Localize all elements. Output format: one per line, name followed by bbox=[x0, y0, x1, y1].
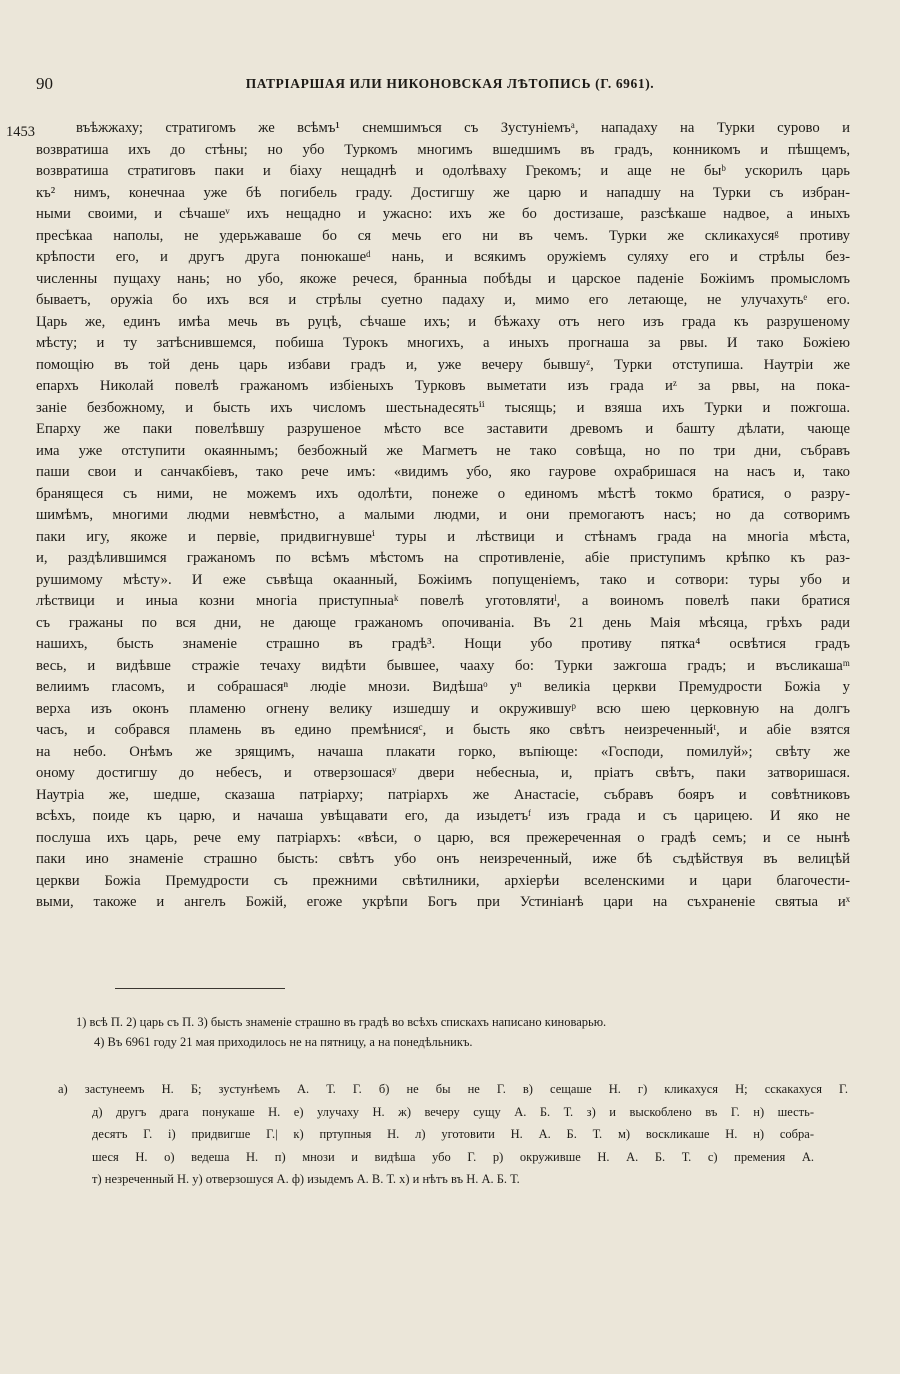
text-line: лѣствици и иныа козни многіа приступныаᵏ повелѣ уготовлятиˡ, а воиномъ повелѣ паки братися bbox=[36, 593, 850, 609]
text-line: въѣжжаху; стратигомъ же всѣмъ¹ снемшимъся съ Зустуніемъᵃ, нападаху на Турки сурово и bbox=[76, 120, 850, 136]
variant-line: шеся Н. о) ведеша Н. п) мнози и видѣша убо Г. р) окруживше Н. А. Б. Т. с) премения А. bbox=[92, 1149, 814, 1164]
page-number: 90 bbox=[36, 74, 53, 93]
text-line: весь, и видѣвше стражіе течаху видѣти бывшее, чааху бо: Турки зажгоша градъ; и въсликашаᵐ bbox=[36, 657, 850, 674]
text-line: има уже отступити окаяннымъ; безбожный же Магметъ не тако совѣща, но по три дни, събравъ bbox=[36, 442, 850, 459]
text-line: оному достигшу до небесъ, и отверзошасяʸ двери небесныа, и, пріатъ свѣтъ, паки затворишася. bbox=[36, 765, 850, 781]
variant-line: т) незреченный Н. у) отверзошуся А. ф) изыдемъ А. В. Т. х) и нѣтъ въ Н. А. Б. Т. bbox=[92, 1172, 520, 1186]
footnotes-variants bbox=[58, 1078, 848, 1191]
text-line: паки игу, якоже и первіе, придвигнувшеⁱ туры и лѣствици и стѣнамъ града на многіа мѣста, bbox=[36, 528, 850, 545]
margin-year: 1453 bbox=[6, 124, 35, 140]
text-line: Епарху же паки повелѣвшу разрушеное мѣсто все заставити древомъ и башту дѣлати, чающе bbox=[36, 421, 850, 437]
footnote-divider bbox=[115, 988, 285, 989]
text-line: шимѣмъ, многими людми невмѣстно, а малыми людми, и они премогаютъ насъ; но да сотворимъ bbox=[36, 507, 850, 523]
text-line: пресѣкаа наполы, не удерьжаваше бо ся мечь его ни въ чемъ. Турки же скликахусяᵍ противу bbox=[36, 227, 850, 244]
text-line: бранящеся съ ними, не можемъ ихъ одолѣти, понеже о единомъ мѣстѣ токмо братися, о разру- bbox=[36, 485, 850, 502]
text-line: Царь же, единъ имѣа мечь въ руцѣ, сѣчаше ихъ; и бѣжаху отъ него изъ града къ разрушеному bbox=[36, 313, 850, 330]
text-line: рушимому мѣсту». И еже съвѣща окаанный, Божіимъ попущеніемъ, тако и сотвори: туры убо и bbox=[36, 571, 850, 588]
text-line: часъ, и собрався пламень въ едино премѣнисяᶜ, и бысть яко свѣтъ неизреченныйᵗ, и абіе взятся bbox=[36, 722, 850, 738]
text-line: епархъ Николай повелѣ гражаномъ избіеныхъ Турковъ выметати изъ града иᶻ за рвы, на пока- bbox=[36, 378, 850, 394]
running-title: ПАТРІАРШАЯ ИЛИ НИКОНОВСКАЯ ЛѢТОПИСЬ (Г. 6961). bbox=[245, 76, 655, 91]
variant-line: десятъ Г. і) придвигше Г.| к) пртупныя Н. л) уготовити Н. А. Б. Т. м) воскликаше Н. н) собра- bbox=[92, 1127, 814, 1141]
text-line: помощію въ той день царь избави градъ и, уже вечеру бывшуᶻ, Турки отступиша. Наутріи же bbox=[36, 356, 850, 373]
text-line: бываетъ, оружіа бо ихъ вся и стрѣлы суетно падаху и, мимо его летающе, не улучахутьᵉ его. bbox=[36, 292, 850, 308]
text-line: заніе безбожному, и бысть ихъ числомъ шестьнадесятьⁱⁱ тысящь; и взяша ихъ Турки и пожгоша. bbox=[36, 399, 850, 416]
text-line: церкви Божіа Премудрости съ прежними свѣтилники, архіерѣи вселенскими и цари благочести- bbox=[36, 872, 850, 889]
variant-line: а) застунеемъ Н. Б; зустунѣемъ А. Т. Г. б) не бы не Г. в) сещаше Н. г) кликахуся Н; сскакахуся Г. bbox=[58, 1082, 848, 1096]
footnote-line: 4) Въ 6961 году 21 мая приходилось не на пятницу, а на понедѣльникъ. bbox=[94, 1035, 473, 1049]
text-line: верха изъ оконъ пламеню огнену велику изшедшу и окружившуᵖ всю шею церковную на долгъ bbox=[36, 700, 850, 717]
body-text bbox=[36, 118, 850, 914]
text-line: возвратиша стратиговъ паки и біаху нещаднѣ и одолѣваху Грекомъ; и аще не быᵇ ускорилъ царь bbox=[36, 163, 850, 179]
text-line: на небо. Онѣмъ же зрящимъ, начаша плакати горко, въпіюще: «Господи, помилуй»; свѣту же bbox=[36, 743, 850, 760]
text-line: къ² нимъ, конечнаа уже бѣ погибель граду. Достигшу же царю и нападшу на Турки съ избран- bbox=[36, 184, 850, 201]
text-line: паши свои и санчакбіевъ, тако рече имъ: «видимъ убо, яко гаурове охрабришася на насъ и, тако bbox=[36, 464, 850, 480]
text-line: и, раздѣлившимся гражаномъ по всѣмъ мѣстомъ на спротивленіе, абіе приступимъ крѣпко къ раз- bbox=[36, 550, 850, 566]
text-line: послуша ихъ царь, рече ему патріархъ: «вѣси, о царю, вся прежереченная о градѣ семъ; и се нынѣ bbox=[36, 829, 850, 846]
text-line: всѣхъ, поиде къ царю, и начаша увѣщавати его, да изыдетъᶠ изъ града и съ царицею. И яко не bbox=[36, 808, 850, 824]
text-line: численны пущаху нань; но убо, якоже речеся, бранныа побѣды и царское паденіе Божіимъ промысломъ bbox=[36, 270, 850, 287]
text-line: Наутріа же, шедше, сказаша патріарху; патріархъ же Анастасіе, събравъ бояръ и совѣтниковъ bbox=[36, 786, 850, 803]
text-line: возвратиша ихъ до стѣны; но убо Туркомъ многимъ вшедшимъ въ градъ, конникомъ и пѣшцемъ, bbox=[36, 141, 850, 158]
footnotes-main bbox=[36, 1012, 850, 1052]
text-line: паки ино знаменіе страшно бысть: свѣтъ убо онъ неизреченный, иже бѣ съдѣйствуя въ велицѣй bbox=[36, 851, 850, 867]
page-header bbox=[36, 74, 864, 102]
text-line: выми, такоже и ангелъ Божій, егоже укрѣпи Богъ при Устиніанѣ цари на съхраненіе святыа иˣ bbox=[36, 894, 850, 910]
text-line: мѣсту; и ту затѣснившемся, побиша Турокъ многихъ, а иныхъ прогнаша за рвы. И тако Божіею bbox=[36, 335, 850, 351]
text-line: съ гражаны по вся дни, не дающе гражаномъ опочиваніа. Въ 21 день Маія мѣсяца, грѣхъ ради bbox=[36, 614, 850, 631]
variant-line: д) другъ драга понукаше Н. е) улучаху Н. ж) вечеру сущу А. Б. Т. з) и выскоблено въ Г. н) шесть- bbox=[92, 1104, 814, 1119]
text-line: велиимъ гласомъ, и собрашасяⁿ людіе мнози. Видѣшаᵒ уⁿ великіа церкви Премудрости Божіа у bbox=[36, 679, 850, 695]
footnote-line: 1) всѣ П. 2) царь съ П. 3) бысть знаменіе страшно въ градѣ во всѣхъ спискахъ написано киноварью. bbox=[76, 1015, 607, 1029]
text-line: нашихъ, бысть знаменіе страшно въ градѣ³. Нощи убо противу пятка⁴ освѣтися градъ bbox=[36, 636, 850, 652]
text-line: крѣпости его, и другъ друга понюкашеᵈ нань, и всякимъ оружіемъ суляху его и стрѣлы без- bbox=[36, 249, 850, 265]
text-line: ными своими, и сѣчашеᵛ ихъ нещадно и ужасно: ихъ же бо достизаше, разсѣкаше надвое, а иныхъ bbox=[36, 206, 850, 222]
